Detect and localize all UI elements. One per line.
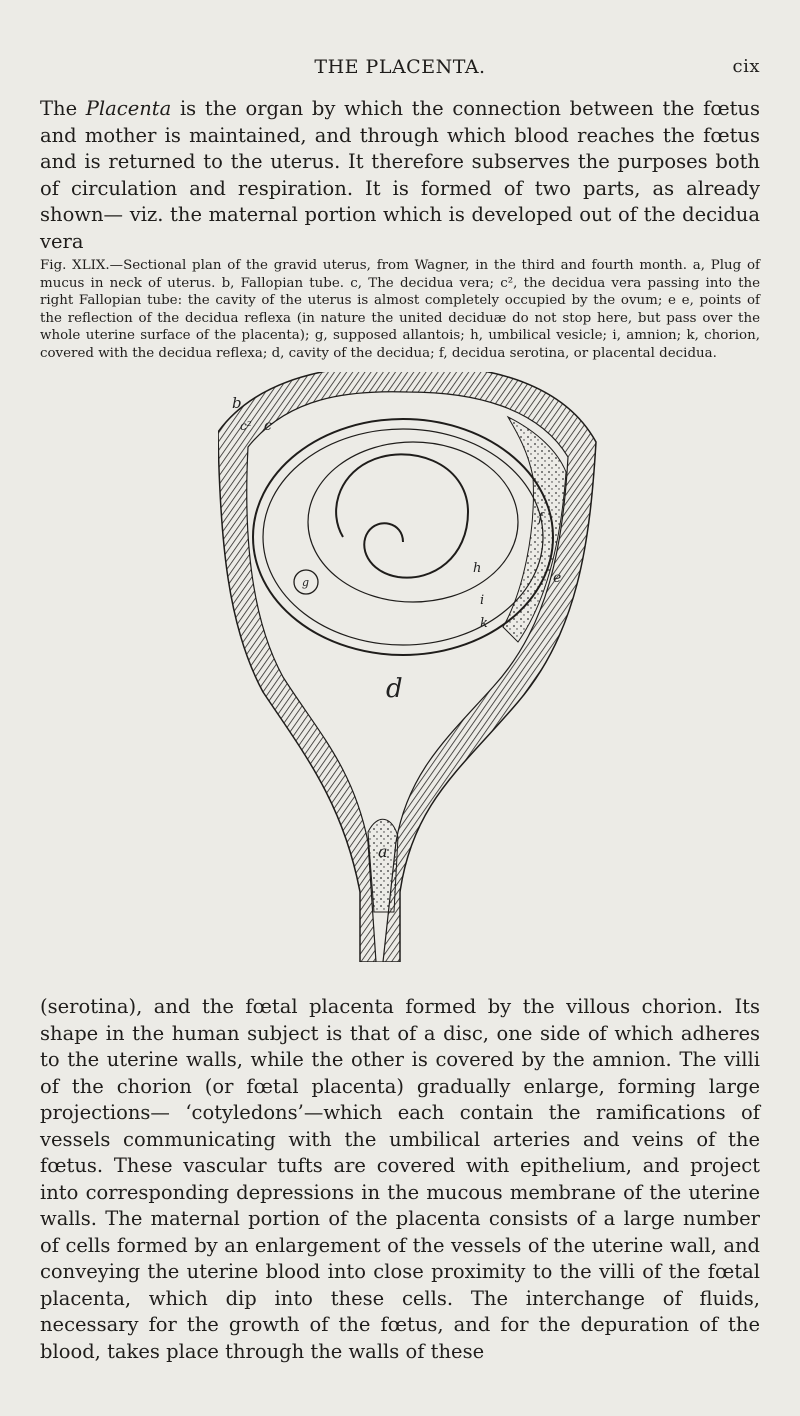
figure-caption: [40, 257, 760, 362]
mucus-plug: [368, 819, 398, 912]
figure-caption-label: Fig. XLIX.: [40, 258, 110, 273]
page-number: cix: [732, 56, 760, 77]
label-g: g: [302, 576, 310, 589]
running-title: THE PLACENTA.: [314, 56, 486, 78]
figure-caption-text: —Sectional plan of the gravid uterus, from Wagner, in the third and fourth month. a, Plug of mucus in neck of uterus. b, Fallopian tube. c, The decidua vera; c², the decidua vera passing into the right Fallopian tube: the cavity of the uterus is almost completely occupied by the ovum; e e, points of the reflection of the decidua reflexa (in nature the united deciduæ do not stop here, but pass over the whole uterine surface of the placenta); g, supposed allantois; h, umbilical vesicle; i, amnion; k, chorion, covered with the decidua reflexa; d, cavity of the decidua; f, decidua serotina, or placental decidua.: [40, 258, 760, 361]
label-f: f: [538, 511, 543, 526]
label-a: a: [378, 842, 388, 861]
paragraph-1: The Placenta is the organ by which the connection between the fœtus and mother is maintained, and through which blood reaches the fœtus and is returned to the uterus. It therefore subserves the purposes both of circulation and respiration. It is formed of two parts, as already shown— viz. the maternal portion which is developed out of the decidua vera: [40, 97, 760, 253]
label-i: i: [480, 593, 485, 608]
placenta-italic: Placenta: [85, 97, 172, 120]
uterus-section-figure: [218, 372, 598, 962]
paragraph-2: (serotina), and the fœtal placenta formed by the villous chorion. Its shape in the human subject is that of a disc, one side of which adheres to the uterine walls, while the other is covered by the amnion. The villi of the chorion (or fœtal placenta) gradually enlarge, forming large projections— ‘cotyledons’—which each contain the ramifications of vessels communicating with the umbilical arteries and veins of the fœtus. These vascular tufts are covered with epithelium, and project into corresponding depressions in the mucous membrane of the uterine walls. The maternal portion of the placenta consists of a large number of cells formed by an enlargement of the vessels of the uterine wall, and conveying the uterine blood into close proximity to the villi of the fœtal placenta, which dip into these cells. The interchange of fluids, necessary for the growth of the fœtus, and for the depuration of the blood, takes place through the walls of these: [40, 995, 760, 1363]
label-k: k: [480, 616, 488, 631]
page-header: [40, 56, 760, 82]
label-h: h: [473, 561, 482, 576]
label-d: d: [386, 674, 403, 704]
label-c: c: [264, 418, 272, 434]
label-e: e: [553, 570, 562, 586]
label-b: b: [232, 394, 242, 412]
label-c2: c²: [240, 419, 252, 433]
